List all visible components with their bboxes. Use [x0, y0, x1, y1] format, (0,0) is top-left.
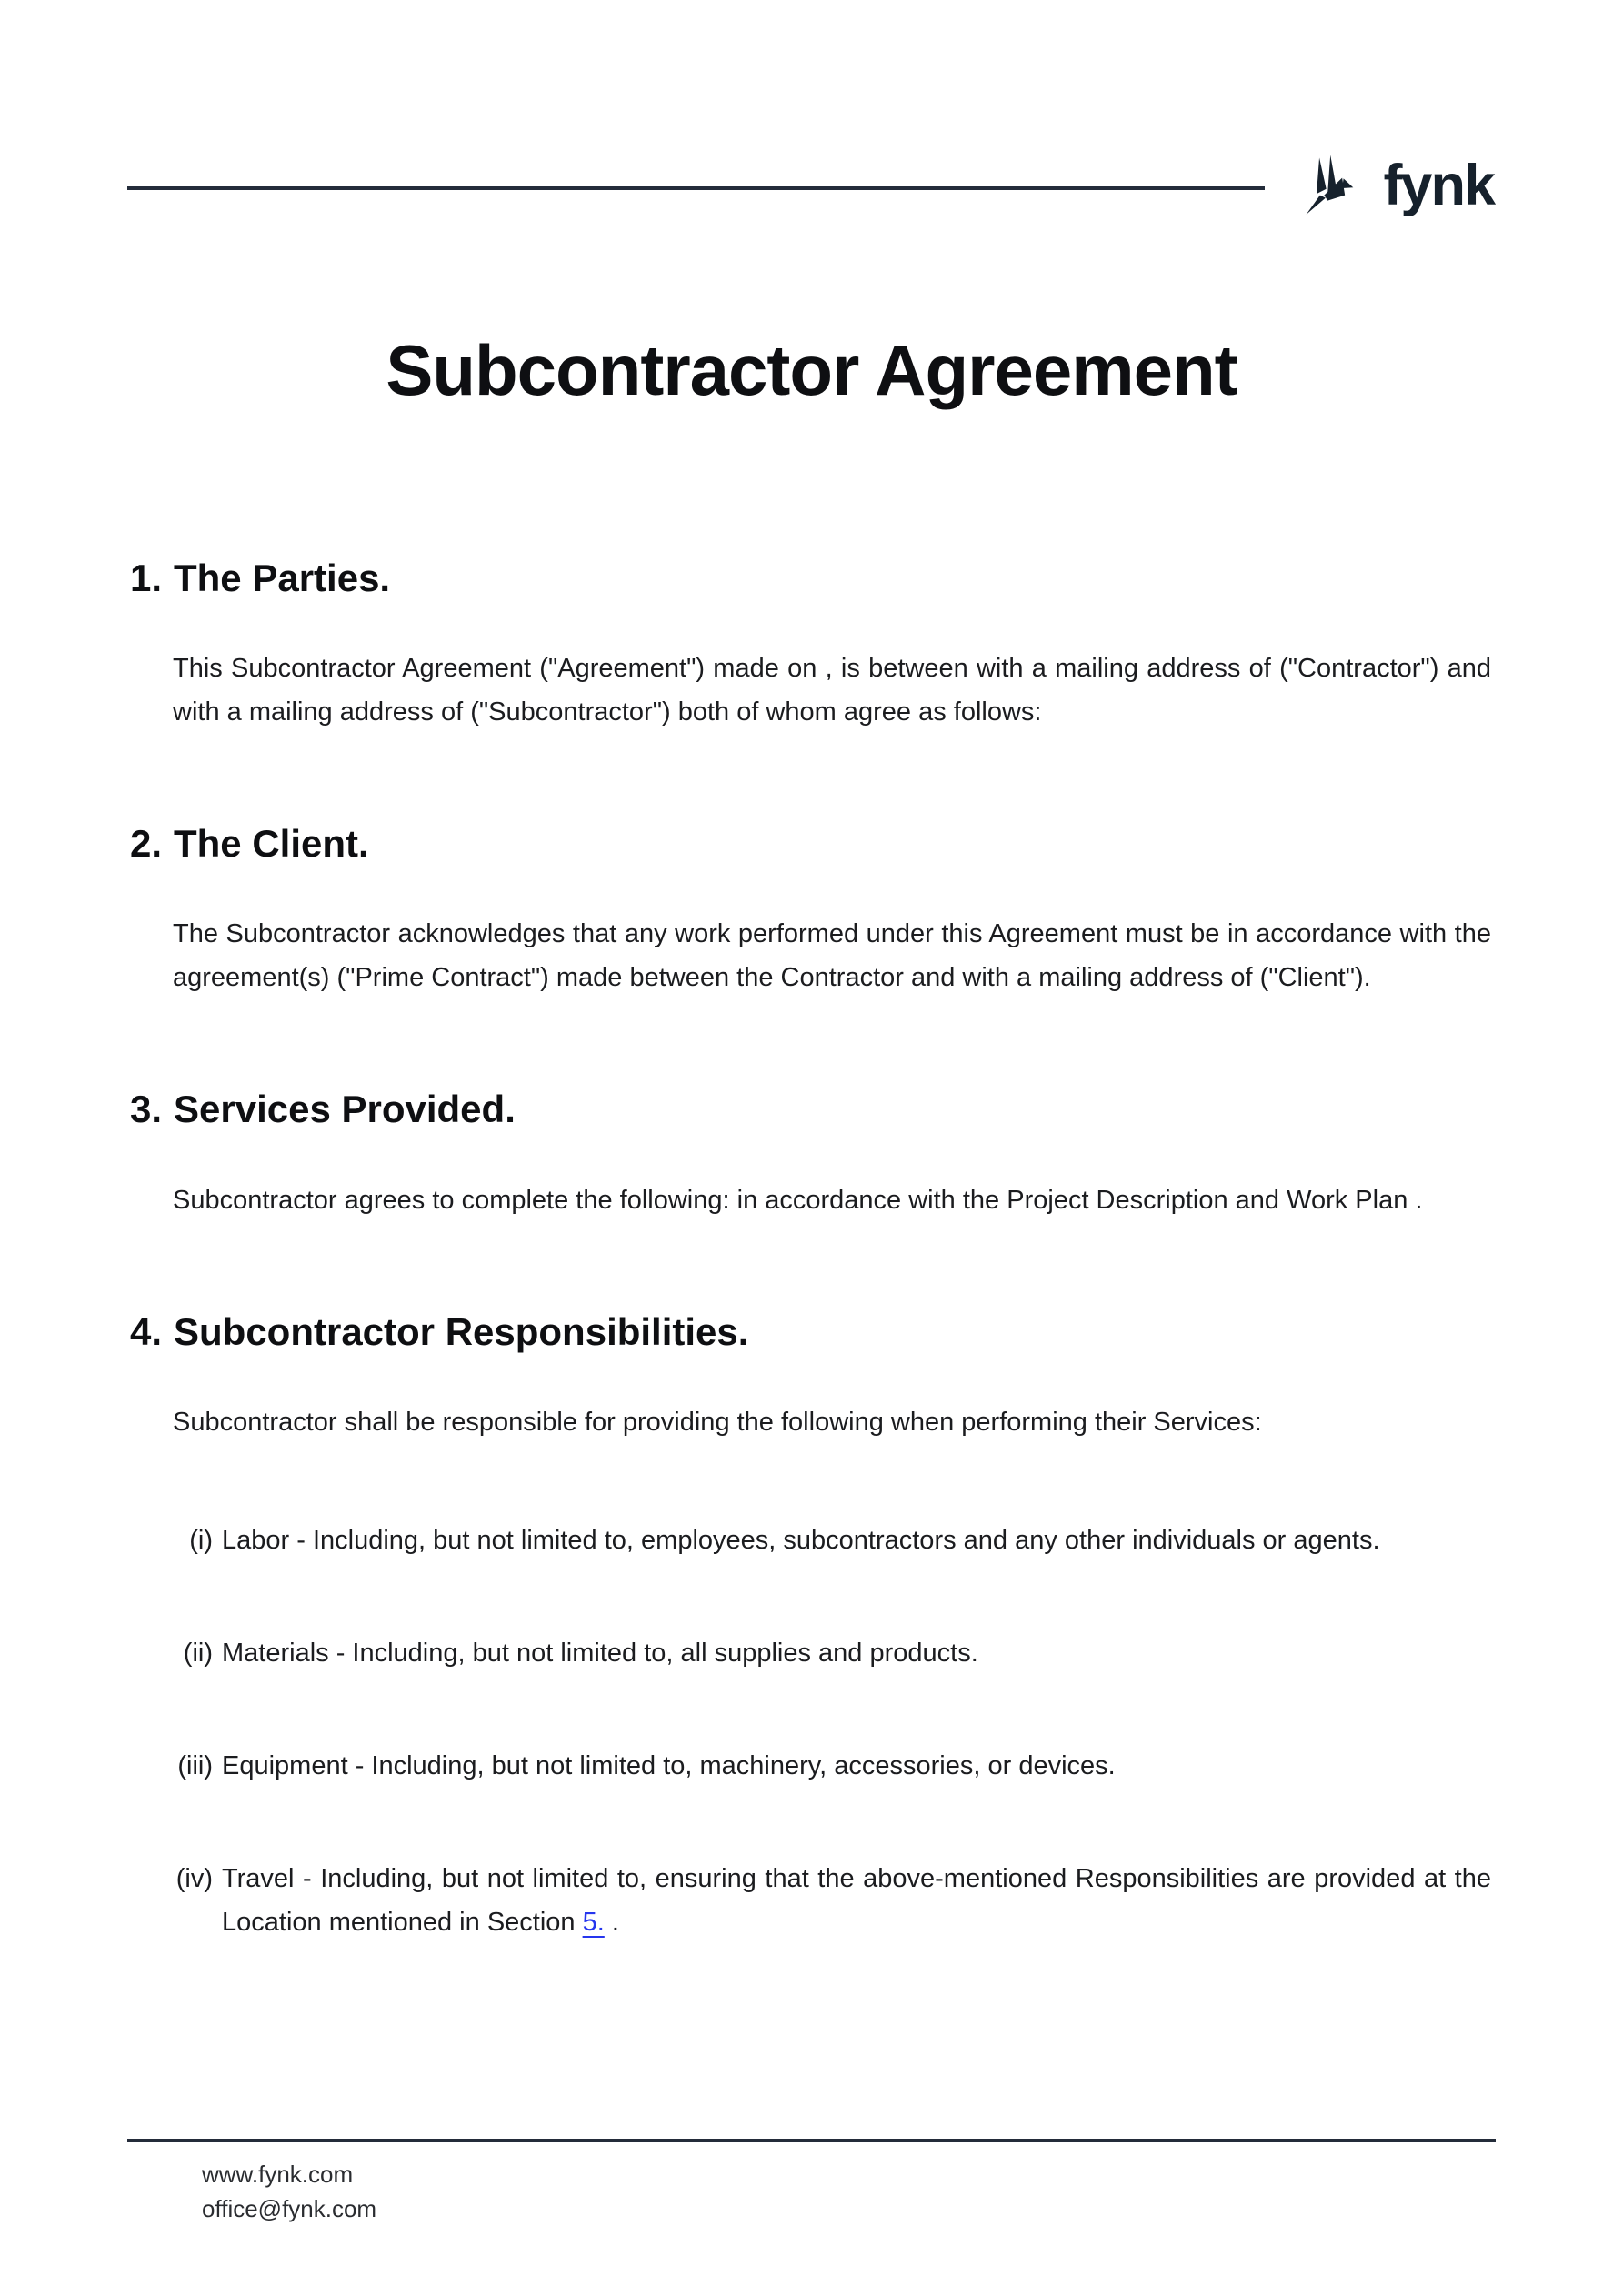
- list-marker: (i): [189, 1526, 213, 1556]
- section-heading: [127, 821, 1491, 867]
- section-title: The Parties.: [174, 556, 391, 599]
- section-title: Subcontractor Responsibilities.: [174, 1309, 749, 1353]
- list-item-text-before-link: Travel - Including, but not limited to, ensuring that the above-mentioned Responsibilities are provided at the Location mentioned in Section: [222, 1864, 1491, 1938]
- section-heading: [127, 556, 1491, 601]
- list-item-equipment: [127, 1744, 1491, 1788]
- section-subcontractor-responsibilities: [127, 1309, 1491, 1944]
- section-number: 4.: [129, 1309, 162, 1353]
- section-number: 2.: [129, 822, 162, 866]
- fynk-logo: [1299, 148, 1494, 228]
- section-the-client: [127, 821, 1491, 999]
- list-item-text: Equipment - Including, but not limited to, machinery, accessories, or devices.: [222, 1751, 1116, 1781]
- fynk-wordmark: fynk: [1383, 153, 1494, 217]
- section-heading: [127, 1309, 1491, 1355]
- section-paragraph: Subcontractor shall be responsible for providing the following when performing their Services:: [173, 1408, 1262, 1438]
- email-link[interactable]: office@fynk.com: [202, 2195, 377, 2222]
- header-rule: [127, 186, 1265, 190]
- list-marker: (ii): [183, 1639, 213, 1669]
- website-link[interactable]: www.fynk.com: [202, 2161, 354, 2188]
- origami-bird-icon: [1299, 148, 1368, 228]
- section-5-link[interactable]: 5.: [582, 1908, 605, 1938]
- section-services-provided: [127, 1087, 1491, 1221]
- section-paragraph: The Subcontractor acknowledges that any work performed under this Agreement must be in accordance with the agreement(s) ("Prime Contract") made between the Contractor and with a mailing address of ("Client").: [173, 919, 1491, 993]
- list-item-labor: [127, 1519, 1491, 1562]
- list-item-text: [222, 1857, 1491, 1944]
- page-footer: [127, 2139, 1496, 2296]
- section-title: Services Provided.: [174, 1088, 516, 1131]
- list-marker: (iii): [177, 1751, 213, 1781]
- list-item-text: Materials - Including, but not limited to, all supplies and products.: [222, 1639, 978, 1669]
- list-item-travel: [127, 1857, 1491, 1944]
- list-item-text-after-link: .: [604, 1908, 619, 1938]
- responsibilities-list: [127, 1519, 1491, 1944]
- section-the-parties: [127, 556, 1491, 734]
- document-body: [127, 556, 1491, 1945]
- list-item-materials: [127, 1631, 1491, 1675]
- list-item-text: Labor - Including, but not limited to, employees, subcontractors and any other individuals or agents.: [222, 1526, 1380, 1556]
- section-paragraph: Subcontractor agrees to complete the following: in accordance with the Project Description and Work Plan .: [173, 1185, 1423, 1215]
- section-heading: [127, 1087, 1491, 1132]
- section-number: 1.: [129, 556, 162, 599]
- page-header: [127, 148, 1494, 228]
- list-marker: (iv): [175, 1864, 213, 1894]
- footer-links: [202, 2157, 1496, 2226]
- footer-rule: [127, 2139, 1496, 2142]
- document-title: Subcontractor Agreement: [386, 330, 1237, 410]
- section-number: 3.: [129, 1088, 162, 1131]
- section-paragraph: This Subcontractor Agreement ("Agreement") made on , is between with a mailing address of ("Contractor") and with a mailing address of ("Subcontractor") both of whom agree as follows:: [173, 654, 1491, 727]
- section-title: The Client.: [174, 822, 369, 866]
